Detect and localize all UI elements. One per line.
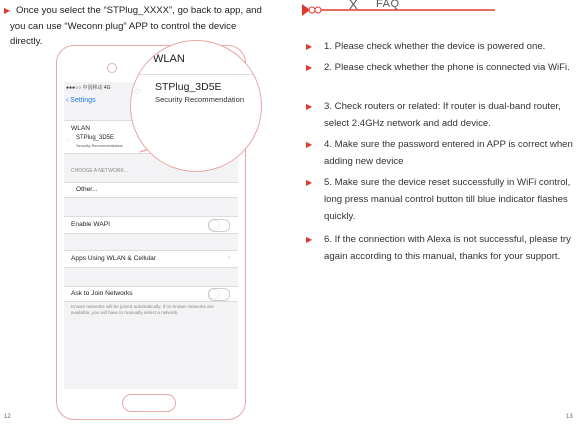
network-name[interactable]: STPlug_3D5E (76, 135, 115, 141)
ask-join-note: Known networks will be joined automatically. If no known networks are available, you will have to manually select a network. (71, 304, 214, 315)
faq-item-2 (306, 59, 574, 76)
status-bar: ●●●○○ 中国移动 4G (66, 85, 111, 91)
faq-item-6 (306, 231, 574, 265)
divider (131, 74, 262, 75)
faq-item-1 (306, 38, 574, 55)
faq-item-text: 1. Please check whether the device is powered one. (324, 41, 546, 52)
page-number-right: 13 (566, 414, 573, 420)
bullet-icon: ▶ (306, 140, 313, 149)
spinner-icon: ◌ (134, 86, 140, 97)
ask-join-label: Ask to Join Networks (71, 290, 133, 297)
faq-item-text: 4. Make sure the password entered in APP is correct when adding new device (324, 139, 573, 167)
faq-item-3 (306, 98, 574, 132)
faq-header-decoration (300, 2, 500, 18)
other-label: Other... (76, 186, 98, 193)
back-label: Settings (70, 97, 96, 104)
bullet-icon: ▶ (306, 178, 313, 187)
apps-using-label: Apps Using WLAN & Cellular (71, 255, 157, 262)
bullet-icon: ▶ (306, 63, 313, 72)
network-sub: Security Recommendation (76, 143, 123, 148)
intro-line-3: directly. (10, 36, 43, 47)
bubble-network-sub: Security Recommendation (155, 95, 245, 104)
faq-item-5 (306, 174, 574, 225)
bullet-icon: ▶ (306, 235, 313, 244)
faq-title: FAQ (376, 0, 400, 10)
faq-item-text: 5. Make sure the device reset successfully in WiFi control, long press manual control button till blue indicator flashes quickly. (324, 177, 571, 222)
faq-item-text: 2. Please check whether the phone is connected via WiFi. (324, 62, 570, 73)
bubble-title: WLAN (153, 53, 185, 65)
faq-item-4 (306, 136, 574, 170)
wlan-row-label: WLAN (71, 125, 91, 132)
faq-x-icon: X (349, 0, 358, 12)
intro-line-1: Once you select the “STPlug_XXXX”, go back to app, and (16, 5, 262, 16)
enable-wapi-label: Enable WAPI (71, 221, 110, 228)
page-number-left: 12 (4, 414, 11, 420)
chevron-right-icon: › (227, 254, 230, 261)
chevron-left-icon: ‹ (66, 97, 71, 104)
bullet-icon: ▶ (306, 102, 313, 111)
intro-line-2: you can use “Weconn plug” APP to control the device (10, 20, 237, 32)
bubble-network-name: STPlug_3D5E (155, 81, 222, 93)
bullet-icon: ▶ (306, 42, 313, 51)
faq-item-text: 6. If the connection with Alexa is not successful, please try again according to this manual, thanks for your support. (324, 234, 571, 262)
choose-network-header: CHOOSE A NETWORK... (71, 168, 128, 174)
bullet-icon: ▶ (4, 6, 11, 15)
spinner-icon: ◌ (66, 138, 70, 144)
faq-item-text: 3. Check routers or related: If router is dual-band router, select 2.4GHz network and add device. (324, 101, 561, 129)
magnifier-bubble (130, 40, 262, 172)
